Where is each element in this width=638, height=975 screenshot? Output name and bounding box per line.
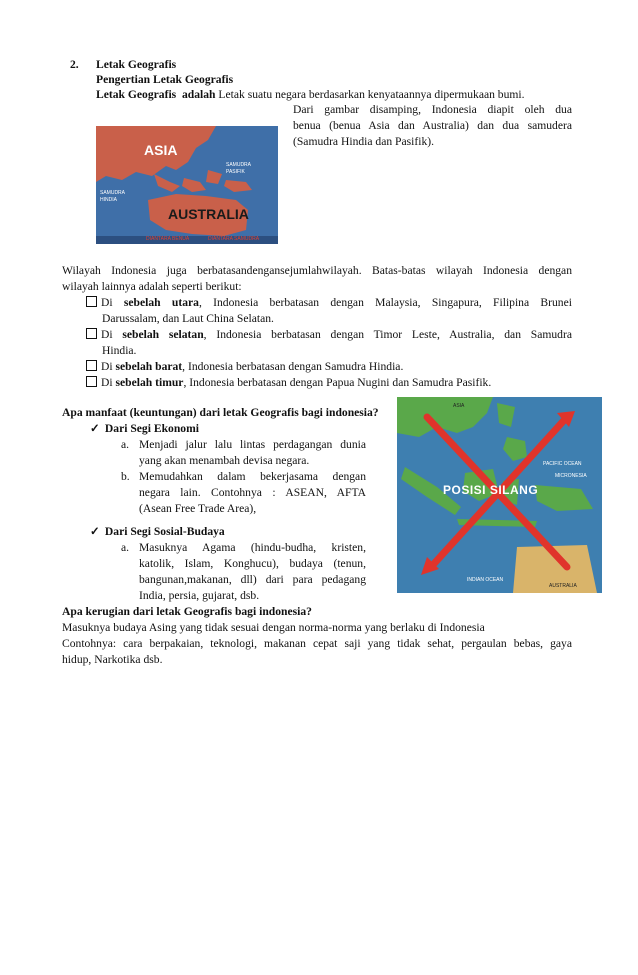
- map1-caption-right: DIANTARA SAMUDRA: [208, 236, 260, 242]
- losses-line-3: hidup, Narkotika dsb.: [62, 653, 163, 666]
- checkbox-icon: [86, 328, 97, 339]
- checkbox-icon: [86, 376, 97, 387]
- border-item-west: Di sebelah barat, Indonesia berbatasan dengan Samudra Hindia.: [86, 359, 403, 375]
- map-description-line-1: Dari gambar disamping, Indonesia diapit oleh dua: [293, 103, 572, 116]
- borders-intro-line-1: Wilayah Indonesia juga berbatasandengansejumlahwilayah. Batas-batas wilayah Indonesia dengan: [62, 264, 572, 277]
- map2-pacific-label: PACIFIC OCEAN: [543, 461, 582, 467]
- economy-b-line-1: Memudahkan dalam bekerjasama dengan: [139, 470, 366, 483]
- definition-adalah: adalah: [181, 88, 216, 101]
- map1-hindia-label: SAMUDRA HINDIA: [100, 190, 125, 203]
- economy-a-line-1: Menjadi jalur lalu lintas perdagangan dunia: [139, 438, 366, 451]
- economy-b-line-3: (Asean Free Trade Area),: [139, 502, 257, 515]
- map2-indian-label: INDIAN OCEAN: [467, 577, 504, 583]
- social-heading: ✓ Dari Segi Sosial-Budaya: [90, 525, 225, 538]
- map2-australia-label: AUSTRALIA: [549, 583, 577, 589]
- map-description-line-2: benua (benua Asia dan Australia) dan dua samudera: [293, 119, 572, 132]
- border-item-south-cont: Hindia.: [102, 344, 137, 357]
- map1-asia-label: ASIA: [144, 142, 178, 158]
- losses-question: Apa kerugian dari letak Geografis bagi indonesia?: [62, 605, 312, 618]
- section-title: Letak Geografis: [96, 58, 177, 71]
- border-item-east: Di sebelah timur, Indonesia berbatasan dengan Papua Nugini dan Samudra Pasifik.: [86, 375, 491, 391]
- border-item-south: Di sebelah selatan, Indonesia berbatasan dengan Timor Leste, Australia, dan Samudra: [86, 327, 572, 343]
- map1-caption-left: DIANTARA BENUA: [146, 236, 190, 242]
- economy-b-label: b.: [121, 470, 130, 483]
- economy-b-line-2: negara lain. Contohnya : ASEAN, AFTA: [139, 486, 366, 499]
- map2-asia-label: ASIA: [453, 403, 465, 409]
- posisi-silang-map: [397, 397, 602, 593]
- map-description-line-3: (Samudra Hindia dan Pasifik).: [293, 135, 435, 148]
- checkmark-icon: ✓: [90, 422, 100, 435]
- definition-term: Letak Geografis: [96, 88, 177, 101]
- social-a-line-3: bangunan,makanan, dll) dari para pedagang: [139, 573, 366, 586]
- economy-a-line-2: yang akan menambah devisa negara.: [139, 454, 310, 467]
- social-a-label: a.: [121, 541, 130, 554]
- section-number: 2.: [70, 58, 79, 71]
- economy-a-label: a.: [121, 438, 130, 451]
- definition-text: Letak suatu negara berdasarkan kenyataannya dipermukaan bumi.: [218, 88, 525, 101]
- losses-line-2: Contohnya: cara berpakaian, teknologi, makanan cepat saji yang tidak sehat, pergaulan bebas, gaya: [62, 637, 572, 650]
- social-a-line-1: Masuknya Agama (hindu-budha, kristen,: [139, 541, 366, 554]
- benefits-question: Apa manfaat (keuntungan) dari letak Geografis bagi indonesia?: [62, 406, 379, 419]
- borders-intro-line-2: wilayah lainnya adalah seperti berikut:: [62, 280, 242, 293]
- map2-micronesia-label: MICRONESIA: [555, 473, 587, 479]
- checkmark-icon: ✓: [90, 525, 100, 538]
- border-item-north: Di sebelah utara, Indonesia berbatasan dengan Malaysia, Singapura, Filipina Brunei: [86, 295, 572, 311]
- social-a-line-2: katolik, Islam, Konghucu), budaya (tenun,: [139, 557, 366, 570]
- asia-australia-map: [96, 126, 278, 244]
- section-subtitle: Pengertian Letak Geografis: [96, 73, 234, 86]
- map1-australia-label: AUSTRALIA: [168, 206, 249, 222]
- social-a-line-4: India, persia, gujarat, dsb.: [139, 589, 260, 602]
- economy-heading: ✓ Dari Segi Ekonomi: [90, 422, 199, 435]
- losses-line-1: Masuknya budaya Asing yang tidak sesuai dengan norma-norma yang berlaku di Indonesia: [62, 621, 485, 634]
- map1-pacific-label: SAMUDRA PASIFIK: [226, 162, 251, 175]
- checkbox-icon: [86, 360, 97, 371]
- map2-title: POSISI SILANG: [443, 483, 539, 497]
- definition-line: [96, 87, 525, 103]
- border-item-north-cont: Darussalam, dan Laut China Selatan.: [102, 312, 274, 325]
- checkbox-icon: [86, 296, 97, 307]
